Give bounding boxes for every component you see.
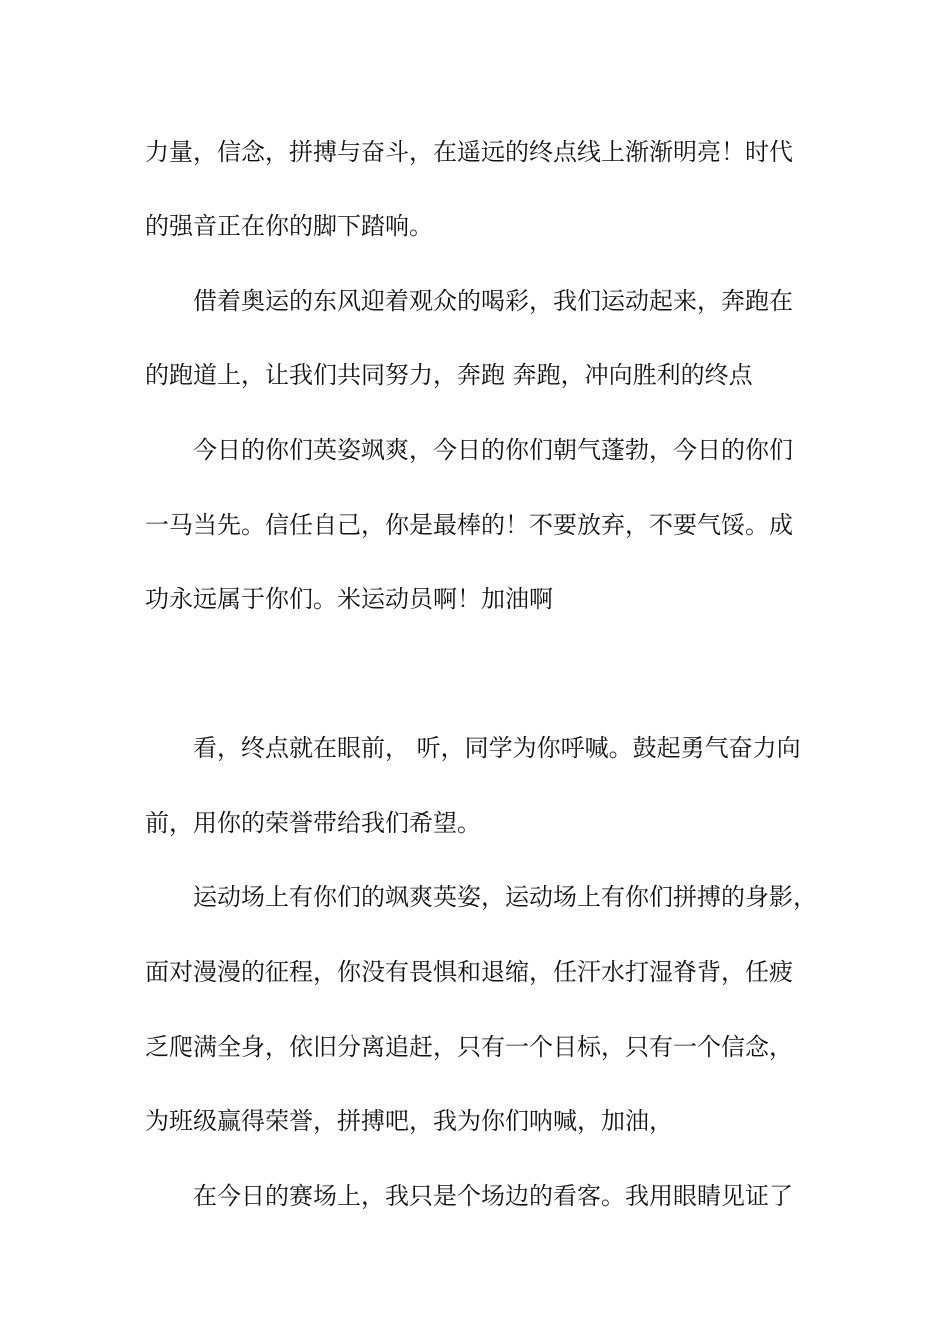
paragraph-start-line: 今日的你们英姿飒爽，今日的你们朝气蓬勃，今日的你们	[193, 436, 793, 464]
text-line: 的强音正在你的脚下踏响。	[145, 212, 433, 240]
text-line: 力量，信念，拼搏与奋斗，在遥远的终点线上渐渐明亮！时代	[145, 138, 793, 166]
paragraph-start-line: 在今日的赛场上，我只是个场边的看客。我用眼睛见证了	[193, 1182, 793, 1210]
paragraph-start-line: 借着奥运的东风迎着观众的喝彩，我们运动起来，奔跑在	[193, 287, 793, 315]
text-line: 乏爬满全身，依旧分离追赶，只有一个目标，只有一个信念，	[145, 1033, 793, 1061]
text-line: 一马当先。信任自己，你是最棒的！不要放弃，不要气馁。成	[145, 511, 793, 539]
text-line: 功永远属于你们。米运动员啊！加油啊	[145, 585, 553, 613]
paragraph-start-line: 运动场上有你们的飒爽英姿，运动场上有你们拼搏的身影，	[193, 883, 817, 911]
text-line: 面对漫漫的征程，你没有畏惧和退缩，任汗水打湿脊背，任疲	[145, 958, 793, 986]
text-line: 的跑道上，让我们共同努力，奔跑 奔跑，冲向胜利的终点	[145, 361, 753, 389]
text-line: 前，用你的荣誉带给我们希望。	[145, 809, 481, 837]
text-line: 为班级赢得荣誉，拼搏吧，我为你们呐喊，加油，	[145, 1107, 673, 1135]
paragraph-start-line: 看，终点就在眼前， 听，同学为你呼喊。鼓起勇气奋力向	[193, 734, 801, 762]
